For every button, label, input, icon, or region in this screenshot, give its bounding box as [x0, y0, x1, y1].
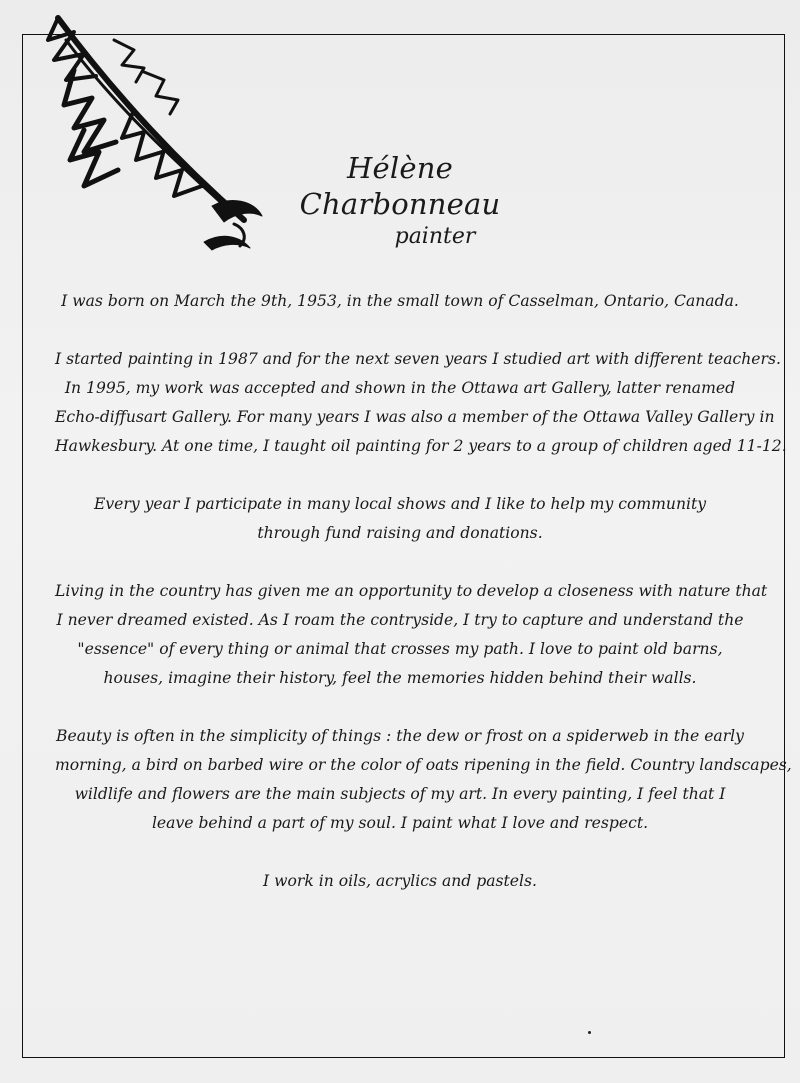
- bio-line: through fund raising and donations.: [257, 524, 543, 542]
- bio-line: Echo-diffusart Gallery. For many years I was also a member of the Ottawa Valley Gallery in: [55, 408, 775, 426]
- bio-line: leave behind a part of my soul. I paint what I love and respect.: [151, 814, 649, 832]
- bio-paragraph-media: [55, 867, 745, 896]
- bio-line: wildlife and flowers are the main subjects of my art. In every painting, I feel that I: [74, 785, 726, 803]
- bio-line: Living in the country has given me an opportunity to develop a closeness with nature that: [55, 582, 768, 600]
- bio-line: "essence" of every thing or animal that crosses my path. I love to paint old barns,: [77, 640, 723, 658]
- bio-paragraph-career: [55, 345, 787, 461]
- artist-name: Hélène Charbonneau: [299, 151, 501, 221]
- bio-paragraph-birth: [55, 287, 745, 316]
- bio-line: I started painting in 1987 and for the next seven years I studied art with different teachers.: [55, 350, 781, 368]
- bio-paragraph-nature: [55, 577, 768, 693]
- ink-speck: [588, 1031, 591, 1034]
- artist-role: painter: [394, 224, 476, 249]
- header: [250, 150, 550, 252]
- bio-line: Hawkesbury. At one time, I taught oil painting for 2 years to a group of children aged 11-12.: [55, 437, 787, 455]
- bio-line: Beauty is often in the simplicity of things : the dew or frost on a spiderweb in the early: [56, 727, 744, 745]
- bio-line: Every year I participate in many local shows and I like to help my community: [93, 495, 707, 513]
- bio-paragraph-community: [55, 490, 745, 548]
- bio-line: houses, imagine their history, feel the memories hidden behind their walls.: [103, 669, 697, 687]
- bio-line: I work in oils, acrylics and pastels.: [263, 872, 537, 890]
- brush-stroke-branch-icon: [44, 10, 274, 260]
- bio-line: morning, a bird on barbed wire or the color of oats ripening in the field. Country landscapes,: [55, 756, 792, 774]
- bio-line: I was born on March the 9th, 1953, in the small town of Casselman, Ontario, Canada.: [61, 292, 739, 310]
- bio-paragraph-beauty: [55, 722, 792, 838]
- biography: [55, 287, 792, 925]
- bio-line: In 1995, my work was accepted and shown in the Ottawa art Gallery, latter renamed: [64, 379, 736, 397]
- bio-line: I never dreamed existed. As I roam the contryside, I try to capture and understand the: [56, 611, 744, 629]
